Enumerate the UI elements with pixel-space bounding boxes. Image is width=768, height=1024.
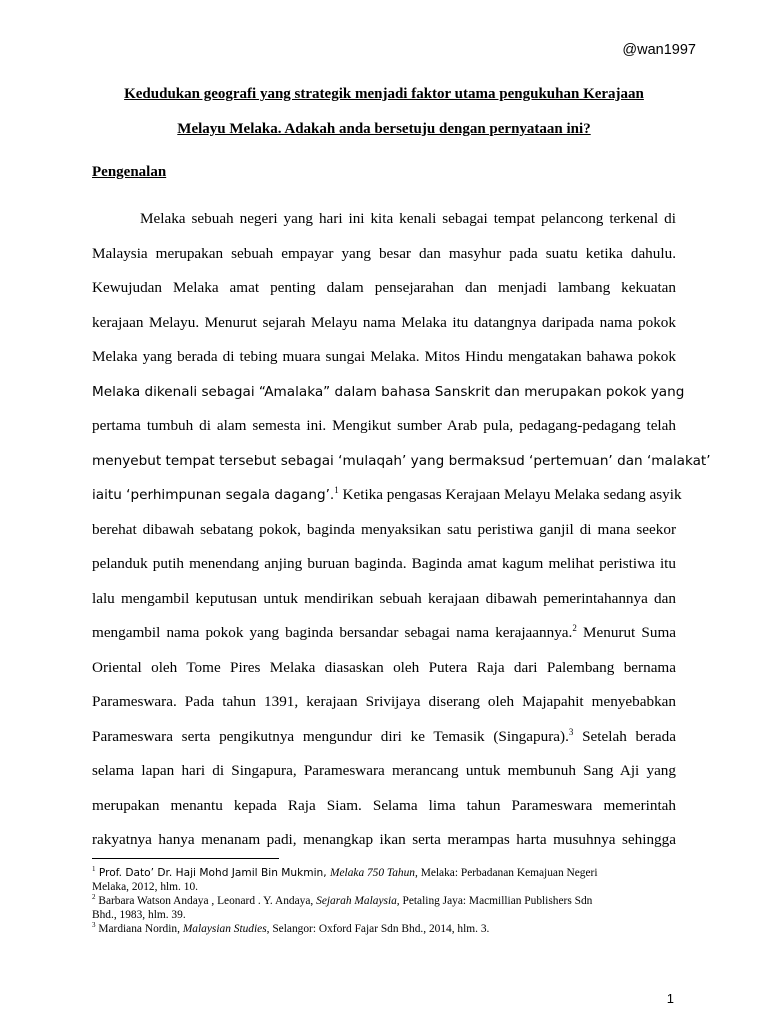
footnote-text: Mardiana Nordin, xyxy=(95,923,183,935)
footnote-title: Malaysian Studies xyxy=(182,923,267,935)
footnote-2 xyxy=(92,894,676,908)
author-handle: @wan1997 xyxy=(622,42,696,58)
paragraph-line: Kewujudan Melaka amat penting dalam pensejarahan dan menjadi lambang kekuatan xyxy=(92,279,676,296)
paragraph-line: menyebut tempat tersebut sebagai ‘mulaqah’ yang bermaksud ‘pertemuan’ dan ‘malakat’ xyxy=(92,453,711,469)
footnote-text: , Selangor: Oxford Fajar Sdn Bhd., 2014, hlm. 3. xyxy=(266,923,490,935)
page-number: 1 xyxy=(666,991,674,1006)
footnote-2-continued: Bhd., 1983, hlm. 39. xyxy=(92,909,186,921)
section-heading: Pengenalan xyxy=(92,164,167,180)
line-text: mengambil nama pokok yang baginda bersandar sebagai nama kerajaannya. xyxy=(92,624,573,641)
footnote-title: Melaka 750 Tahun xyxy=(329,867,415,879)
paragraph-line: pertama tumbuh di alam semesta ini. Mengikut sumber Arab pula, pedagang-pedagang telah xyxy=(92,417,676,434)
footnote-text: Barbara Watson Andaya , Leonard . Y. Andaya, xyxy=(95,895,317,907)
footnote-separator xyxy=(92,858,279,859)
paragraph-line xyxy=(92,726,676,748)
paragraph-line: merupakan menantu kepada Raja Siam. Selama lima tahun Parameswara memerintah xyxy=(92,797,676,814)
paragraph-line: selama lapan hari di Singapura, Parameswara merancang untuk membunuh Sang Aji yang xyxy=(92,762,676,779)
line-text: Parameswara serta pengikutnya mengundur diri ke Temasik (Singapura). xyxy=(92,728,569,745)
footnote-1-continued: Melaka, 2012, hlm. 10. xyxy=(92,881,198,893)
paragraph-line: Melaka dikenali sebagai “Amalaka” dalam bahasa Sanskrit dan merupakan pokok yang xyxy=(92,384,685,400)
essay-title-line-2: Melayu Melaka. Adakah anda bersetuju dengan pernyataan ini? xyxy=(177,121,591,137)
line-text: Ketika pengasas Kerajaan Melayu Melaka sedang asyik xyxy=(338,486,682,503)
footnote-ref[interactable]: 3 xyxy=(568,726,574,737)
footnote-ref[interactable]: 2 xyxy=(572,622,577,633)
paragraph-line: Melaka sebuah negeri yang hari ini kita kenali sebagai tempat pelancong terkenal di xyxy=(140,210,676,227)
essay-title-line-1: Kedudukan geografi yang strategik menjadi faktor utama pengukuhan Kerajaan xyxy=(124,86,644,102)
footnote-number: 2 xyxy=(92,893,96,902)
paragraph-line: kerajaan Melayu. Menurut sejarah Melayu nama Melaka itu datangnya daripada nama pokok xyxy=(92,314,676,331)
footnote-title: Sejarah Malaysia, xyxy=(316,895,400,907)
paragraph-line: Malaysia merupakan sebuah empayar yang besar dan masyhur pada suatu ketika dahulu. xyxy=(92,245,676,262)
footnote-text: , Melaka: Perbadanan Kemajuan Negeri xyxy=(415,867,598,879)
paragraph-line: Melaka yang berada di tebing muara sungai Melaka. Mitos Hindu mengatakan bahawa pokok xyxy=(92,348,676,365)
paragraph-line: lalu mengambil keputusan untuk mendirikan sebuah kerajaan dibawah pemerintahannya dan xyxy=(92,590,676,607)
footnote-ref[interactable]: 1 xyxy=(334,484,339,495)
paragraph-line: pelanduk putih menendang anjing buruan baginda. Baginda amat kagum melihat peristiwa itu xyxy=(92,555,676,572)
paragraph-line: Parameswara. Pada tahun 1391, kerajaan Srivijaya diserang oleh Majapahit menyebabkan xyxy=(92,693,676,710)
paragraph-line xyxy=(92,484,682,506)
paragraph-line: rakyatnya hanya menanam padi, menangkap ikan serta merampas harta musuhnya sehingga xyxy=(92,831,676,848)
footnote-number: 3 xyxy=(92,921,96,930)
line-text: iaitu ‘perhimpunan segala dagang’. xyxy=(92,487,335,503)
footnote-author: Prof. Dato’ Dr. Haji Mohd Jamil Bin Mukmin, xyxy=(95,867,330,879)
footnote-number: 1 xyxy=(92,865,96,874)
paragraph-line: Oriental oleh Tome Pires Melaka diasaskan oleh Putera Raja dari Palembang bernama xyxy=(92,659,676,676)
footnote-text: Petaling Jaya: Macmillian Publishers Sdn xyxy=(399,895,593,907)
line-text: Setelah berada xyxy=(573,728,677,745)
paragraph-line: berehat dibawah sebatang pokok, baginda menyaksikan satu peristiwa ganjil di mana seekor xyxy=(92,521,676,538)
line-text: Menurut Suma xyxy=(576,624,676,641)
paragraph-line xyxy=(92,622,676,644)
footnote-3 xyxy=(92,922,676,936)
footnote-1 xyxy=(92,866,676,880)
